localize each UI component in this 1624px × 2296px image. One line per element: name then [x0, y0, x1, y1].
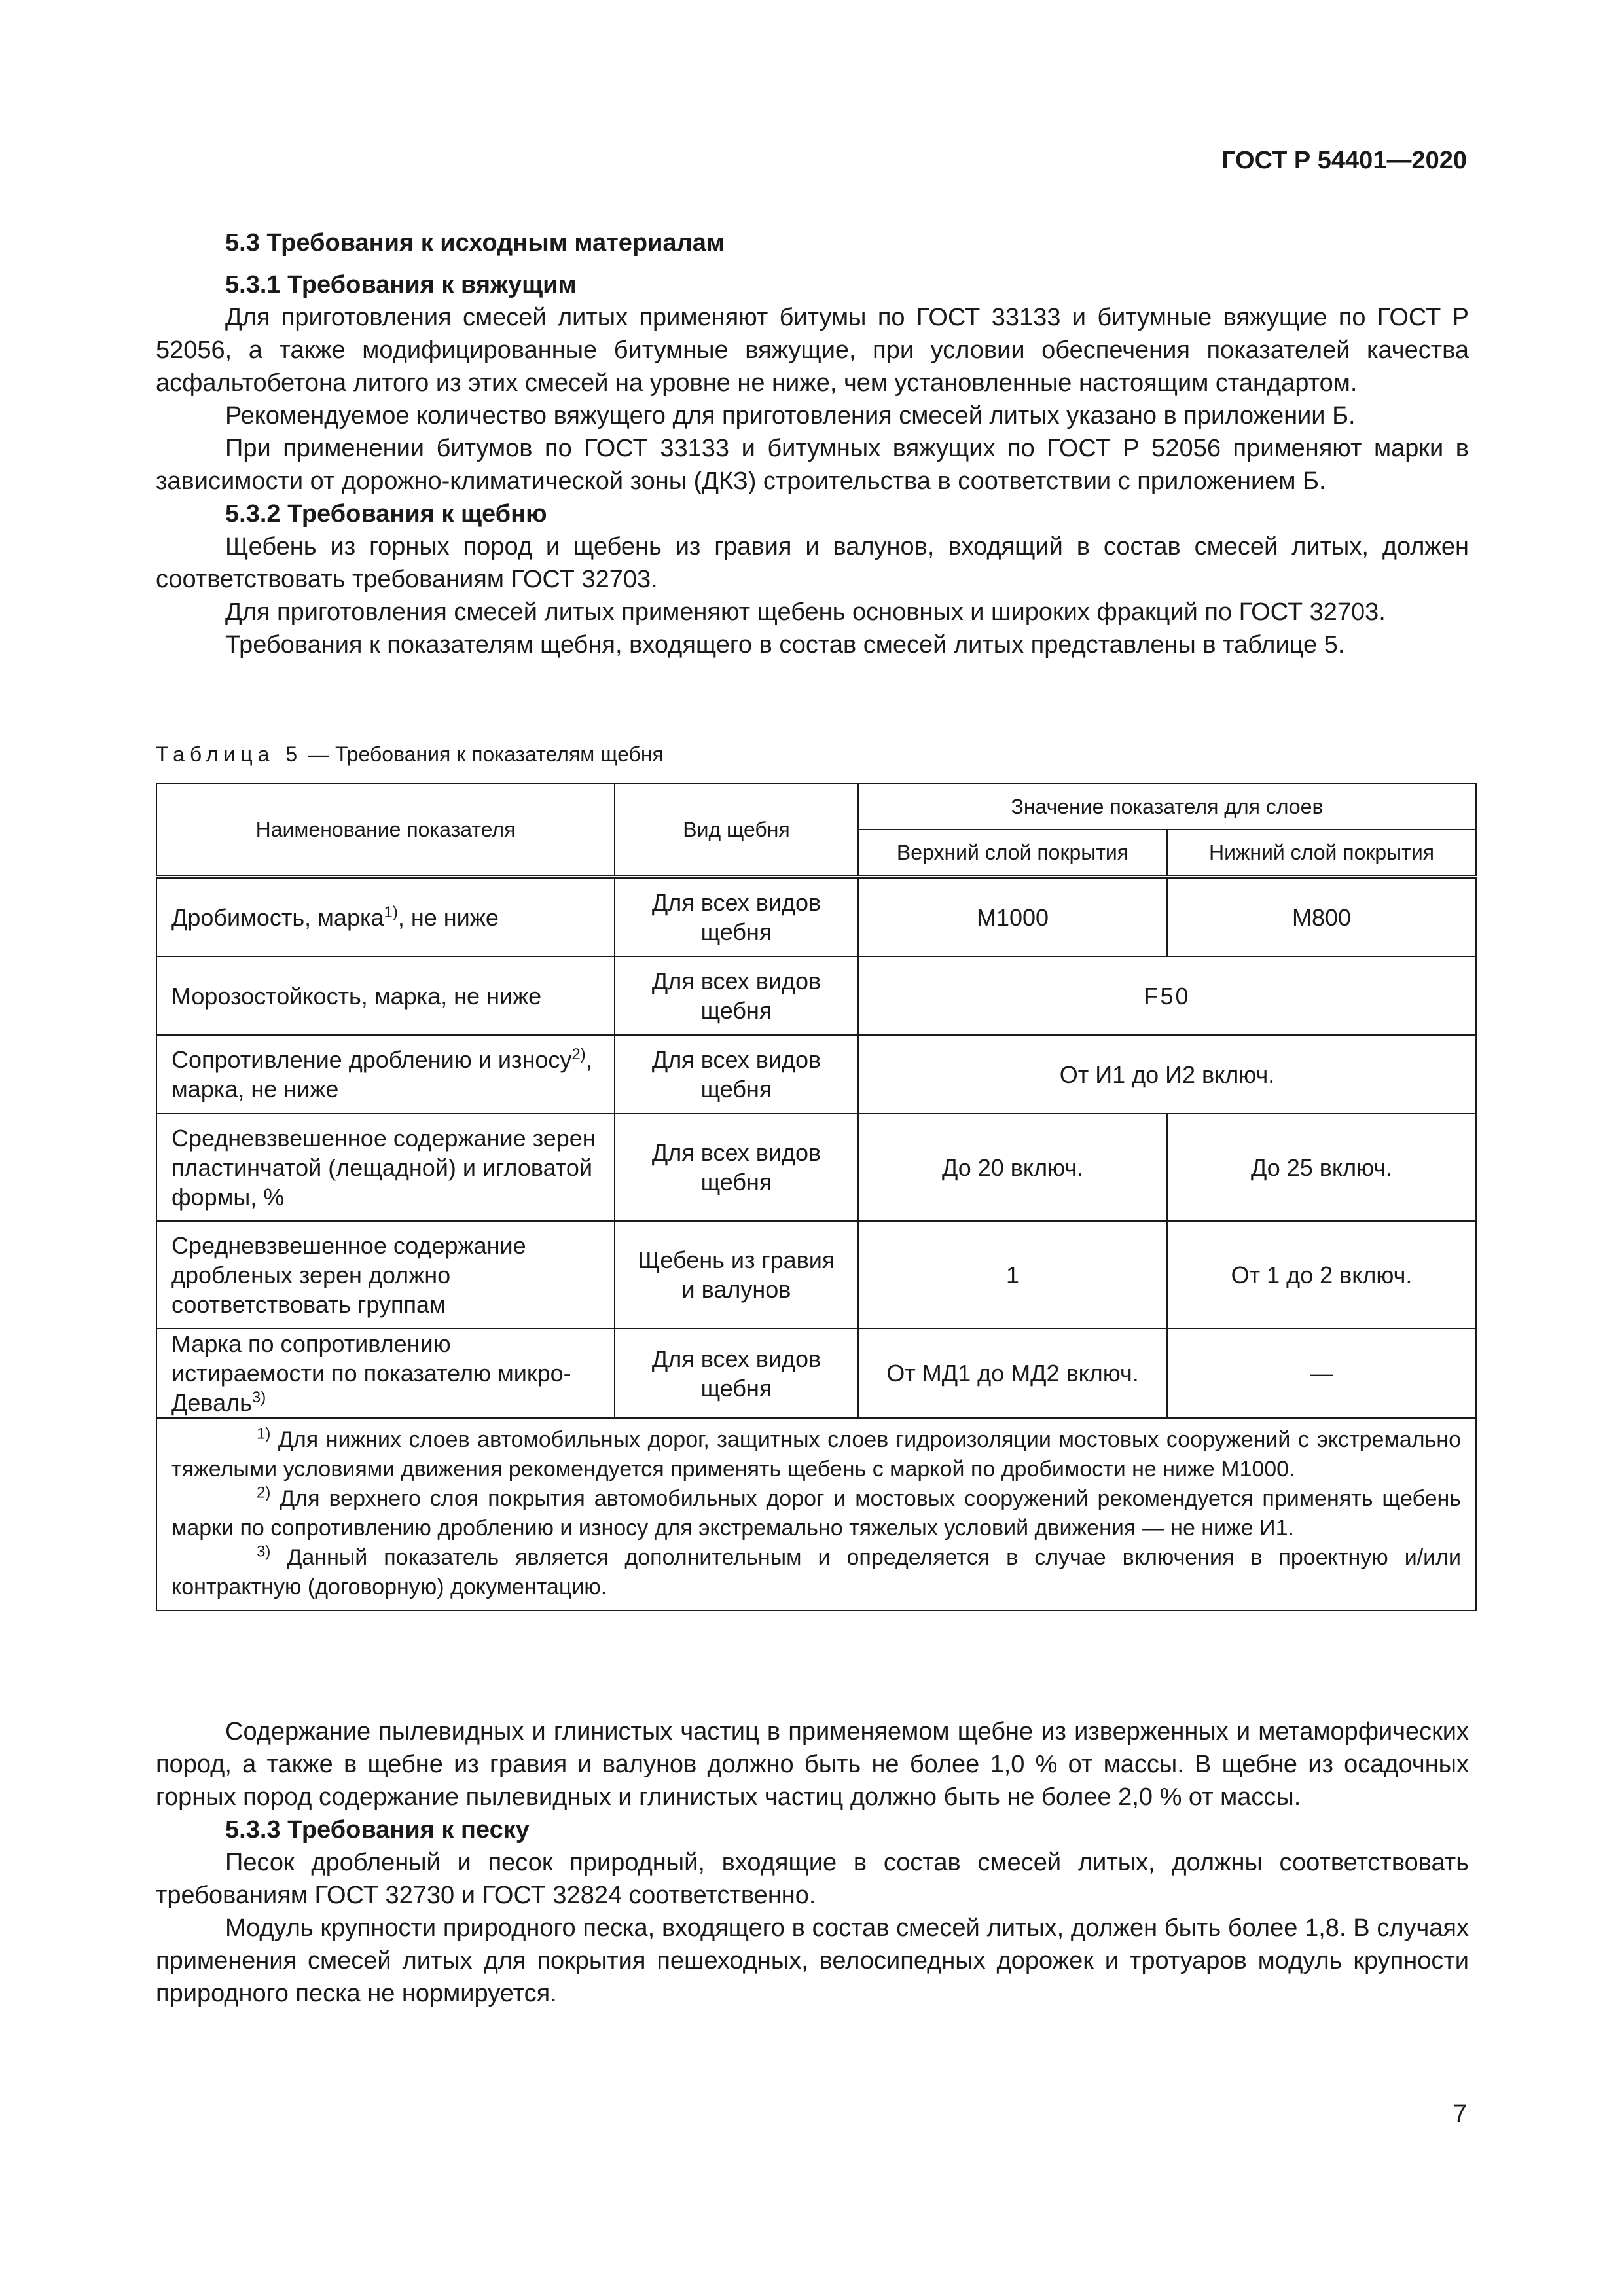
cell-indicator: Сопротивление дроблению и износу$^{2)}$, марка, не ниже: [156, 1035, 615, 1114]
paragraph: Рекомендуемое количество вяжущего для приготовления смесей литых указано в приложении Б.: [225, 402, 1356, 429]
cell-kind: Для всех видов щебня: [615, 877, 858, 957]
paragraph: Песок дробленый и песок природный, входящие в состав смесей литых, должны соответствовать требованиям ГОСТ 32730 и ГОСТ 32824 соответственно.: [156, 1849, 1469, 1909]
cell-lower: До 25 включ.: [1167, 1114, 1476, 1221]
table-row: [156, 1035, 1476, 1114]
cell-upper: До 20 включ.: [858, 1114, 1167, 1221]
subsection-title-sand: 5.3.3 Требования к песку: [225, 1816, 530, 1844]
table-row: [156, 1114, 1476, 1221]
header-upper-layer: Верхний слой покрытия: [858, 829, 1167, 877]
cell-lower: От 1 до 2 включ.: [1167, 1221, 1476, 1328]
cell-merged-value: F50: [858, 957, 1476, 1035]
cell-indicator: Средневзвешенное содержание дробленых зерен должно соответствовать группам: [156, 1221, 615, 1328]
header-value-group: Значение показателя для слоев: [858, 784, 1476, 829]
section-title: 5.3 Требования к исходным материалам: [225, 229, 725, 257]
document-code: ГОСТ Р 54401—2020: [1221, 147, 1467, 174]
subsection-title-crushed-stone: 5.3.2 Требования к щебню: [225, 500, 547, 528]
cell-indicator: Морозостойкость, марка, не ниже: [156, 957, 615, 1035]
cell-upper: М1000: [858, 877, 1167, 957]
table-notes-row: [156, 1418, 1476, 1611]
cell-kind: Щебень из гравия и валунов: [615, 1221, 858, 1328]
paragraph: Для приготовления смесей литых применяют битумы по ГОСТ 33133 и битумные вяжущие по ГОСТ Р 52056, а также модифицированные битумные вяжущие, при условии обеспечения показателей качества асфальтобетона литого из этих смесей на уровне не ниже, чем установленные настоящим стандартом.: [156, 304, 1469, 397]
subsection-title-binders: 5.3.1 Требования к вяжущим: [225, 271, 577, 299]
header-indicator-name: Наименование показателя: [156, 784, 615, 877]
cell-indicator: Средневзвешенное содержание зерен пластинчатой (лещадной) и игловатой формы, %: [156, 1114, 615, 1221]
header-lower-layer: Нижний слой покрытия: [1167, 829, 1476, 877]
header-stone-kind: Вид щебня: [615, 784, 858, 877]
paragraph: Требования к показателям щебня, входящего в состав смесей литых представлены в таблице 5.: [225, 631, 1345, 659]
cell-kind: Для всех видов щебня: [615, 957, 858, 1035]
cell-lower: М800: [1167, 877, 1476, 957]
table-caption: [156, 742, 664, 767]
paragraph: При применении битумов по ГОСТ 33133 и битумных вяжущих по ГОСТ Р 52056 применяют марки в зависимости от дорожно-климатической зоны (ДКЗ) строительства в соответствии с приложением Б.: [156, 435, 1469, 495]
requirements-table: [156, 783, 1477, 1611]
page-number: 7: [1453, 2100, 1467, 2128]
cell-kind: Для всех видов щебня: [615, 1035, 858, 1114]
cell-lower: —: [1167, 1328, 1476, 1418]
paragraph: Содержание пылевидных и глинистых частиц в применяемом щебне из изверженных и метаморфических пород, а также в щебне из гравия и валунов должно быть не более 1,0 % от массы. В щебне из осадочных горных пород содержание пылевидных и глинистых частиц должно быть не более 2,0 % от массы.: [156, 1718, 1469, 1811]
after-table-text: [156, 1715, 1469, 2010]
table-notes: [156, 1418, 1476, 1611]
cell-merged-value: От И1 до И2 включ.: [858, 1035, 1476, 1114]
table-row: [156, 877, 1476, 957]
table-caption-text: — Требования к показателям щебня: [302, 742, 664, 766]
cell-upper: От МД1 до МД2 включ.: [858, 1328, 1167, 1418]
requirements-table-wrapper: [156, 783, 1475, 1611]
cell-kind: Для всех видов щебня: [615, 1114, 858, 1221]
table-caption-label: Таблица 5: [156, 742, 303, 766]
footnote: $^{3)}$ Данный показатель является дополнительным и определяется в случае включения в проектную и/или контрактную (договорную) документацию.: [171, 1542, 1461, 1599]
table-row: [156, 1328, 1476, 1418]
paragraph: Модуль крупности природного песка, входящего в состав смесей литых, должен быть более 1,8. В случаях применения смесей литых для покрытия пешеходных, велосипедных дорожек и тротуаров модуль крупности природного песка не нормируется.: [156, 1914, 1469, 2007]
footnote: $^{2)}$ Для верхнего слоя покрытия автомобильных дорог и мостовых сооружений рекомендуется применять щебень марки по сопротивлению дроблению и износу для экстремально тяжелых условий движения — не ниже И1.: [171, 1484, 1461, 1540]
cell-upper: 1: [858, 1221, 1167, 1328]
table-row: [156, 957, 1476, 1035]
paragraph: Для приготовления смесей литых применяют щебень основных и широких фракций по ГОСТ 32703.: [225, 598, 1386, 626]
section-5-3: [156, 227, 1469, 661]
cell-indicator: Марка по сопротивлению истираемости по показателю микро-Деваль$^{3)}$: [156, 1328, 615, 1418]
table-row: [156, 1221, 1476, 1328]
paragraph: Щебень из горных пород и щебень из гравия и валунов, входящий в состав смесей литых, должен соответствовать требованиям ГОСТ 32703.: [156, 533, 1469, 593]
cell-kind: Для всех видов щебня: [615, 1328, 858, 1418]
footnote: $^{1)}$ Для нижних слоев автомобильных дорог, защитных слоев гидроизоляции мостовых сооружений с экстремально тяжелыми условиями движения рекомендуется применять щебень с маркой по дробимости не ниже М1000.: [171, 1425, 1461, 1482]
cell-indicator: Дробимость, марка$^{1)}$, не ниже: [156, 877, 615, 957]
